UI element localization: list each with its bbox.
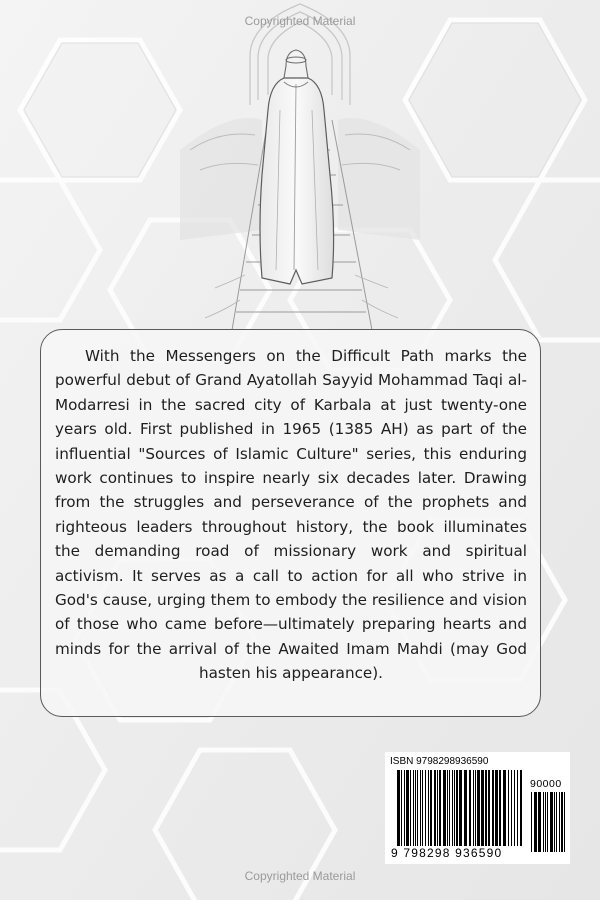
barcode-bar: [456, 770, 458, 846]
barcode-bar: [545, 792, 546, 852]
barcode-bar: [499, 770, 501, 846]
back-cover-blurb-box: [40, 329, 541, 717]
barcode-bar: [520, 770, 522, 846]
barcode-bar: [485, 770, 487, 846]
isbn-label: ISBN 9798298936590: [390, 756, 489, 767]
barcode-bar: [559, 792, 560, 852]
barcode-bar: [459, 770, 462, 846]
barcode-bar: [481, 770, 484, 846]
barcode-bar: [547, 792, 548, 852]
barcode-bar: [564, 792, 565, 852]
copyright-watermark-bottom: Copyrighted Material: [244, 869, 356, 883]
barcode-bar: [503, 770, 506, 846]
barcode-bar: [554, 792, 555, 852]
barcode-bar: [430, 770, 432, 846]
barcode-digits: 9 798298 936590: [391, 846, 503, 860]
barcode-bar: [514, 770, 515, 846]
barcode-bar: [454, 770, 455, 846]
barcode-bar: [406, 770, 409, 846]
barcode-bar: [443, 770, 446, 846]
blurb-text: With the Messengers on the Difficult Path marks the powerful debut of Grand Ayatollah Sayyid Mohammad Taqi al-Modarresi in the sacred city of Karbala at just twenty-one years old. First published in 1965 (1385 AH) as part of the influential "Sources of Islamic Culture" series, this enduring work continues to inspire nearly six decades later. Drawing from the struggles and perseverance of the prophets and righteous leaders throughout history, the book illuminates the demanding road of missionary work and spiritual activism. It serves as a call to action for all who strive in God's cause, urging them to embody the resilience and vision of those who came before—ultimately preparing hearts and minds for the arrival of the Awaited Imam Mahdi (may God hasten his appearance).: [55, 347, 527, 683]
barcode-bar: [439, 770, 441, 846]
barcode-bar: [543, 792, 544, 852]
barcode-bar: [538, 792, 541, 852]
barcode-bar: [464, 770, 467, 846]
barcode-bar: [508, 770, 509, 846]
barcode-bar: [420, 770, 421, 846]
barcode-bar: [410, 770, 411, 846]
barcode-bar: [475, 770, 476, 846]
barcode-bar: [417, 770, 418, 846]
barcode-bar: [397, 770, 400, 846]
barcode-bar: [425, 770, 426, 846]
barcode-bar: [434, 770, 436, 846]
barcode-bar: [413, 770, 414, 846]
barcode-bar: [422, 770, 423, 846]
barcode-bar: [469, 770, 471, 846]
barcode-bar: [488, 770, 490, 846]
isbn-barcode-box: [385, 752, 570, 864]
barcode-bar: [437, 770, 438, 846]
barcode-bar: [517, 770, 518, 846]
barcode-bar: [415, 770, 416, 846]
barcode-bar: [492, 770, 494, 846]
barcode-bar: [556, 792, 557, 852]
barcode-bar: [550, 792, 553, 852]
barcode-bar: [428, 770, 429, 846]
barcode-bar: [534, 792, 537, 852]
barcode-bar: [449, 770, 450, 846]
barcode-bar: [473, 770, 474, 846]
barcode-bar: [404, 770, 405, 846]
barcode-bar: [477, 770, 480, 846]
barcode-bar: [531, 792, 532, 852]
barcode-bar: [447, 770, 448, 846]
barcode-bar: [452, 770, 453, 846]
barcode-bar: [495, 770, 498, 846]
barcode-bar: [511, 770, 512, 846]
copyright-watermark-top: Copyrighted Material: [244, 14, 356, 28]
barcode-price-code: 90000: [530, 778, 562, 790]
barcode-bar: [401, 770, 402, 846]
barcode-bar: [561, 792, 563, 852]
